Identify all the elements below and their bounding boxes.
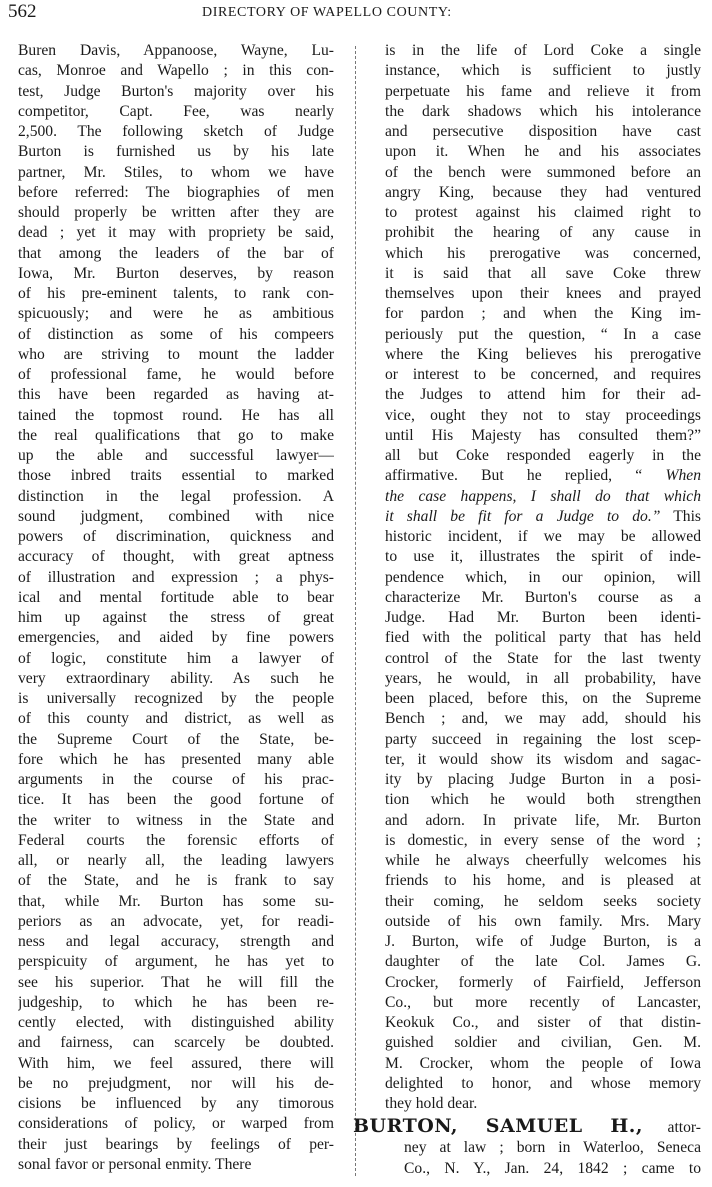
text-line: distinction in the legal profession. A (18, 487, 334, 505)
text-line: of illustration and expression ; a phys- (18, 568, 334, 586)
text-line: be no prejudgment, nor will his de- (18, 1074, 334, 1092)
text-line: that, while Mr. Burton has some su- (18, 892, 334, 910)
text-line: very extraordinary ability. As such he (18, 669, 334, 687)
text-line: powers of discrimination, quickness and (18, 528, 334, 545)
text-line: tice. It has been the good fortune of (18, 791, 334, 809)
text-line: arguments in the course of his prac- (18, 771, 334, 788)
running-title: DIRECTORY OF WAPELLO COUNTY: (202, 5, 452, 20)
text-line: they hold dear. (385, 1095, 478, 1112)
text-line: Keokuk Co., and sister of that distin- (385, 1014, 701, 1031)
text-line: Co., but more recently of Lancaster, (385, 993, 701, 1011)
text-line: been placed, before this, on the Supreme (385, 690, 701, 707)
text-line: to protest against his claimed right to (385, 204, 701, 221)
text-line: who are striving to mount the ladder (18, 345, 334, 363)
text-line: ity by placing Judge Burton in a posi- (385, 771, 701, 788)
text-line: should properly be written after they are (18, 204, 334, 221)
text-line: or interest to be concerned, and requires (385, 366, 701, 383)
text-line: to use it, illustrates the spirit of inde- (385, 548, 701, 566)
page-number: 562 (8, 1, 37, 22)
text-line: which his prerogative was concerned, (385, 244, 701, 262)
text-line: upon it. When he and his associates (385, 143, 701, 161)
text-line: With him, we feel assured, there will (18, 1054, 334, 1072)
entry-heading-line (353, 1114, 701, 1138)
text-line: ter, it would show its wisdom and sagac- (385, 750, 701, 768)
page-header (0, 0, 712, 30)
entry-first-line-rest: attor- (667, 1119, 701, 1137)
text-line: that among the leaders of the bar of (18, 244, 334, 262)
column-divider (355, 46, 356, 1176)
text-line: Burton is furnished us by his late (18, 143, 334, 161)
text-line: emergencies, and aided by fine powers (18, 629, 334, 647)
text-line: test, Judge Burton's majority over his (18, 82, 334, 100)
text-line: their coming, he seldom seeks society (385, 892, 701, 910)
text-line: of logic, constitute him a lawyer of (18, 649, 334, 667)
text-line: those inbred traits essential to marked (18, 467, 334, 485)
text-line: control of the State for the last twenty (385, 649, 701, 667)
text-line: ney at law ; born in Waterloo, Seneca (404, 1139, 701, 1157)
text-line: Buren Davis, Appanoose, Wayne, Lu- (18, 42, 334, 59)
text-line: the real qualifications that go to make (18, 426, 334, 444)
text-line: competitor, Capt. Fee, was nearly (18, 102, 334, 120)
text-line: while he always cheerfully welcomes his (385, 852, 701, 869)
text-line: judgeship, to which he has been re- (18, 993, 334, 1011)
text-line: of professional fame, he would before (18, 366, 334, 383)
text-line: periously put the question, “ In a case (385, 325, 701, 343)
text-line: of distinction as some of his compeers (18, 325, 334, 343)
text-line: periors as an advocate, yet, for readi- (18, 912, 334, 930)
text-line: friends to his home, and is pleased at (385, 872, 701, 890)
text-line: him up against the stress of great (18, 609, 334, 626)
right-column (353, 41, 701, 1179)
text-line: angry King, because they had ventured (385, 183, 701, 201)
text-line: perpetuate his fame and relieve it from (385, 82, 701, 100)
text-line: 2,500. The following sketch of Judge (18, 123, 334, 140)
text-line: themselves upon their knees and prayed (385, 285, 701, 302)
left-column (18, 41, 334, 1175)
text-line: partner, Mr. Stiles, to whom we have (18, 163, 334, 181)
text-line: it is said that all save Coke threw (385, 264, 701, 282)
text-line: is universally recognized by the people (18, 690, 334, 707)
entry-body (385, 1138, 701, 1179)
text-line: is in the life of Lord Coke a single (385, 42, 701, 59)
text-line: is domestic, in every sense of the word ; (385, 831, 701, 849)
text-line: historic incident, if we may be allowed (385, 528, 701, 545)
text-line: cently elected, with distinguished ability (18, 1014, 334, 1031)
text-line: of the State, and he is frank to say (18, 872, 334, 890)
text-line: their just bearings by feelings of per- (18, 1135, 334, 1153)
text-line: delighted to honor, and whose memory (385, 1074, 701, 1092)
text-line: cisions be influenced by any timorous (18, 1095, 334, 1112)
text-line: guished soldier and civilian, Gen. M. (385, 1034, 701, 1052)
text-line: fied with the political party that has held (385, 629, 701, 647)
text-line: and adorn. In private life, Mr. Burton (385, 811, 701, 829)
text-line: accuracy of thought, with great aptness (18, 548, 334, 566)
text-line: all but Coke responded eagerly in the (385, 447, 701, 464)
text-line: the Supreme Court of the State, be- (18, 730, 334, 748)
text-line: Crocker, formerly of Fairfield, Jefferson (385, 973, 701, 991)
text-line: until His Majesty has consulted them?” (385, 426, 701, 444)
text-line: up the able and successful lawyer— (18, 447, 334, 464)
text-line: the case happens, I shall do that which (385, 487, 701, 505)
text-line: it shall be fit for a Judge to do.” This (385, 507, 701, 525)
text-line: all, or nearly all, the leading lawyers (18, 852, 334, 869)
text-line: tained the topmost round. He has all (18, 406, 334, 424)
text-line: pendence which, in our opinion, will (385, 568, 701, 586)
text-line: fore which he has presented many able (18, 750, 334, 768)
text-line: for pardon ; and when the King im- (385, 305, 701, 323)
entry-name: BURTON, SAMUEL H., (353, 1115, 644, 1138)
text-line: Iowa, Mr. Burton deserves, by reason (18, 264, 334, 282)
text-line: ical and mental fortitude able to bear (18, 588, 334, 606)
right-column-lines (385, 41, 701, 1114)
text-line: sonal favor or personal enmity. There (18, 1155, 252, 1173)
text-line: before referred: The biographies of men (18, 183, 334, 201)
text-line: dead ; yet it may with propriety be said, (18, 224, 334, 242)
text-line: party succeed in regaining the lost scep- (385, 730, 701, 748)
text-line: cas, Monroe and Wapello ; in this con- (18, 62, 334, 80)
text-line: J. Burton, wife of Judge Burton, is a (385, 933, 701, 950)
text-line: see his superior. That he will fill the (18, 973, 334, 991)
text-line: Federal courts the forensic efforts of (18, 831, 334, 849)
text-line: the dark shadows which his intolerance (385, 102, 701, 120)
text-line: perspicuity of argument, he has yet to (18, 953, 334, 971)
text-line: where the King believes his prerogative (385, 345, 701, 363)
text-line: tion which he would both strengthen (385, 791, 701, 809)
text-line: of this county and district, as well as (18, 710, 334, 728)
text-line: Bench ; and, we may add, should his (385, 710, 701, 728)
text-line: and persecutive disposition have cast (385, 123, 701, 140)
text-line: of the bench were summoned before an (385, 163, 701, 181)
text-line: Judge. Had Mr. Burton been identi- (385, 609, 701, 626)
text-line: sound judgment, combined with nice (18, 507, 334, 525)
text-line: vice, ought they not to stay proceedings (385, 406, 701, 424)
text-line: affirmative. But he replied, “ When (385, 467, 701, 485)
text-line: characterize Mr. Burton's course as a (385, 588, 701, 606)
text-line: outside of his own family. Mrs. Mary (385, 912, 701, 930)
text-line: prohibit the hearing of any cause in (385, 224, 701, 242)
text-line: M. Crocker, whom the people of Iowa (385, 1054, 701, 1072)
text-line: daughter of the late Col. James G. (385, 953, 701, 971)
text-line: ness and legal accuracy, strength and (18, 933, 334, 950)
text-line: of his pre-eminent talents, to rank con- (18, 285, 334, 302)
text-line: and fairness, can scarcely be doubted. (18, 1034, 334, 1052)
text-line: this have been regarded as having at- (18, 386, 334, 404)
text-line: Co., N. Y., Jan. 24, 1842 ; came to (404, 1159, 701, 1177)
text-line: years, he would, in all probability, have (385, 669, 701, 687)
text-line: instance, which is sufficient to justly (385, 62, 701, 80)
text-line: considerations of policy, or warped from (18, 1115, 334, 1133)
text-line: the writer to witness in the State and (18, 811, 334, 829)
text-line: the Judges to attend him for their ad- (385, 386, 701, 404)
text-line: spicuously; and were he as ambitious (18, 305, 334, 323)
